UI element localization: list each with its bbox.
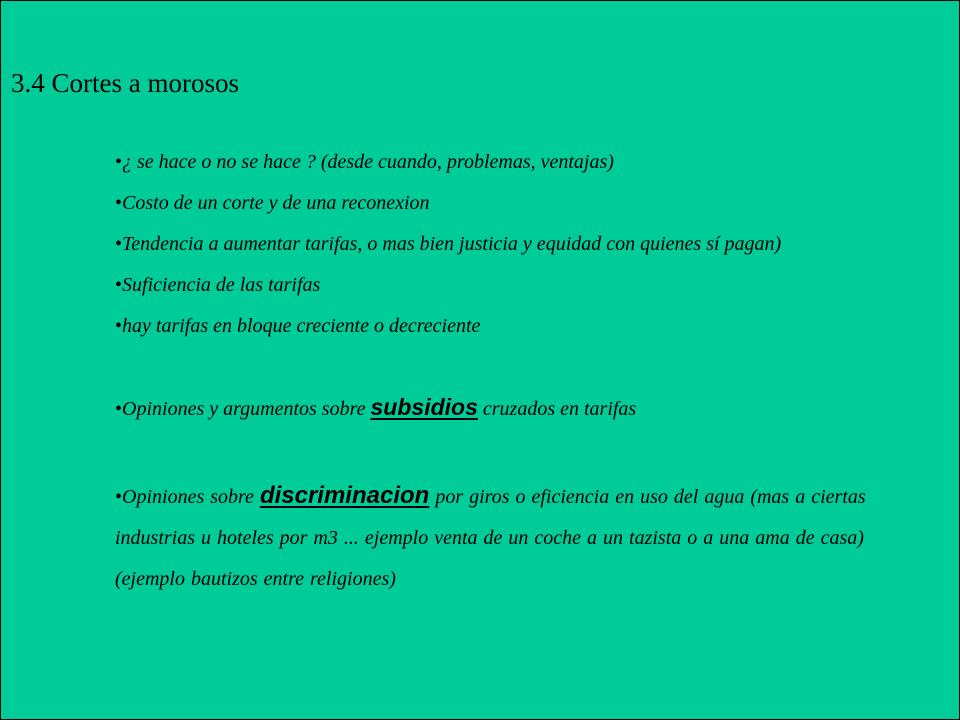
bullet-text: Costo de un corte y de una reconexion — [122, 192, 430, 214]
bullet-item — [115, 224, 935, 265]
bullet-item — [115, 306, 935, 347]
bullet-text-before: Opiniones y argumentos sobre — [122, 398, 371, 420]
bullet-marker: • — [115, 486, 123, 508]
bullet-marker: • — [115, 398, 123, 420]
bullet-item-discriminacion — [115, 475, 935, 600]
bullet-text: hay tarifas en bloque creciente o decreciente — [122, 315, 481, 337]
bullet-marker: • — [115, 151, 123, 173]
slide-title: 3.4 Cortes a morosos — [11, 68, 239, 98]
bullet-text-after: cruzados en tarifas — [477, 398, 637, 420]
bullet-marker: • — [115, 274, 123, 296]
emphasis-discriminacion: discriminacion — [259, 482, 430, 509]
bullet-text: Tendencia a aumentar tarifas, o mas bien justicia y equidad con quienes sí pagan) — [122, 233, 782, 255]
emphasis-subsidios: subsidios — [370, 394, 478, 420]
bullet-text: Suficiencia de las tarifas — [122, 274, 321, 296]
bullet-text-after: por giros o eficiencia en uso del agua (mas a ciertas industrias u hoteles por m3 ... ejemplo venta de un coche a un tazista o a una ama de casa) (ejemplo bautizos entre religiones) — [115, 486, 866, 590]
bullet-marker: • — [115, 315, 123, 337]
bullet-text-before: Opiniones sobre — [122, 486, 260, 508]
bullet-item — [115, 142, 935, 183]
bullet-item — [115, 265, 935, 306]
bullet-text: ¿ se hace o no se hace ? (desde cuando, problemas, ventajas) — [122, 151, 614, 173]
bullet-marker: • — [115, 233, 123, 255]
bullet-marker: • — [115, 192, 123, 214]
bullet-item — [115, 183, 935, 224]
bullet-item-subsidios — [115, 387, 935, 430]
bullet-list — [115, 142, 935, 600]
